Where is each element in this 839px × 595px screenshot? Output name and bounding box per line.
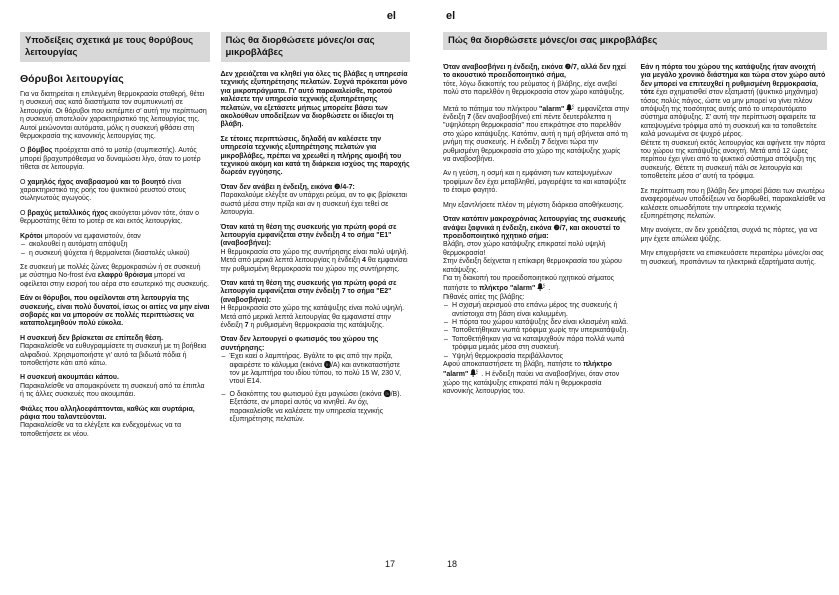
page-18-columns	[443, 58, 827, 397]
paragraph	[20, 374, 210, 382]
page-17	[20, 10, 410, 585]
paragraph	[221, 249, 411, 274]
paragraph	[221, 280, 411, 305]
paragraph	[20, 210, 210, 227]
paragraph	[443, 258, 630, 275]
paragraph	[443, 361, 630, 397]
alarm-icon	[536, 283, 545, 291]
text: Για να διατηρείται η επιλεγμένη θερμοκρασία σταθερή, θέτει η συσκευή σας κατά διαστήματα τον συμπυκνωτή σε λειτουργία. Οι θόρυβοι που εκπέμπει σ' αυτή την περίπτωση η συσκευή αποτελούν χαρακτηριστικό της λειτουργίας της. Αυτοί μειώνονται αυτόματα, μόλις η συσκευή φθάσει στη θερμοκρασία της κανονικής λειτουργίας της.	[20, 91, 207, 141]
text: Μην ανοίγετε, αν δεν χρειάζεται, συχνά τις πόρτες, για να μην έχετε απώλεια ψύξης.	[640, 227, 818, 243]
bold-text: Εάν η πόρτα του χώρου της κατάψυξης ήταν ανοιχτή για μεγάλο χρονικό διάστημα και τώρα στον χώρο αυτό δεν μπορεί να επιτευχθεί η ρυθμισμένη θερμοκρασία, τότε	[640, 64, 826, 97]
paragraph	[221, 336, 411, 353]
text: Υψηλή θερμοκρασία περιβάλλοντος	[452, 352, 563, 360]
text: Η θερμοκρασία στο χώρο της κατάψυξης είναι πολύ υψηλή. Μετά από μερικά λεπτά λειτουργίας θα εμφανιστεί στην ένδειξη	[220, 305, 405, 329]
paragraph	[443, 64, 630, 81]
bold-text: 4	[362, 257, 366, 265]
text: (δεν αναβοσβήνει) επί πέντε δευτερόλεπτα η "υψηλότερη θερμοκρασία" που επικράτησε στο παρελθόν στο χώρο κατάψυξης. Κατόπιν, αυτή η τιμή σβήνεται από τη μνήμη της συσκευής. Η ένδειξη	[443, 114, 628, 147]
paragraph	[443, 241, 630, 258]
list-item	[20, 241, 210, 249]
text: Παρακαλείσθε να τα ελέγξετε και ενδεχομένως να τα τοποθετήσετε εκ νέου.	[20, 422, 182, 438]
paragraph	[641, 188, 828, 222]
text: . Η ένδειξη παύει να αναβοσβήνει, όταν στον χώρο της κατάψυξης επικρατεί πάλι η θερμοκρασία κανονικής λειτουργίας του.	[443, 371, 620, 396]
paragraph	[221, 192, 411, 217]
paragraph	[20, 383, 210, 400]
paragraph	[641, 227, 828, 244]
list-item	[443, 353, 630, 361]
text: Μην εξαντλήσετε πλέον τη μέγιστη διάρκεια αποθήκευσης.	[443, 201, 624, 209]
bold-text: Φιάλες που αλληλοεφάπτονται, καθώς και συρτάρια, ράφια που ταλαντεύονται.	[20, 405, 195, 421]
text: Η θερμοκρασία στο χώρο της συντήρησης είναι πολύ υψηλή. Μετά από μερικά λεπτά λειτουργίας η ένδειξη	[220, 248, 409, 265]
text: η ρυθμισμένη θερμοκρασία της κατάψυξης.	[248, 321, 385, 329]
text: έχει σχηματισθεί στον εξατμιστή (ψυκτικό μηχάνημα) τόσος πολύς πάγος, ώστε να μην μπορεί να γίνει πλέον απόψυξη της ποσότητας αυτής από το υπεραυτόματο σύστημα απόψυξης. Σ' αυτή την περίπτωση αφαιρείτε τα κατεψυγμένα τρόφιμα από τη συσκευή και τα τοποθετείτε καλά μονωμένα σε ψυχρό μέρος.	[640, 89, 818, 139]
text: είναι χαρακτηριστικό της ροής του ψυκτικού ρευστού στους σωληνωτούς αγωγούς.	[20, 178, 186, 203]
column-troubleshooting-alarm	[443, 58, 630, 397]
column-noise-notes	[20, 32, 210, 439]
paragraph	[221, 71, 411, 130]
bold-text: χαμηλός ήχος αναβρασμού και το βουητό	[27, 178, 166, 186]
text: /B). Εξετάστε, αν μπορεί αυτός να κινηθεί. Αν όχι, παρακαλείσθε να καλέσετε την υπηρεσία τεχνικής εξυπηρέτησης πελατών.	[229, 390, 402, 424]
text: Ο	[20, 147, 28, 155]
text: Παρακαλούμε ελέγξτε αν υπάρχει ρεύμα, αν το φις βρίσκεται σωστά μέσα στην πρίζα και αν η συσκευή έχει τεθεί σε λειτουργία.	[220, 192, 407, 217]
paragraph	[20, 406, 210, 423]
paragraph	[20, 343, 210, 368]
paragraph	[20, 91, 210, 141]
bold-text: Όταν κατά τη θέση της συσκευής για πρώτη φορά σε λειτουργία εμφανίζεται στην ένδειξη 7 το σήμα "E2" (αναβοσβήνει):	[220, 279, 397, 304]
bold-text: Όταν δεν ανάβει η ένδειξη, εικόνα ❷/4-7:	[220, 183, 355, 191]
bold-text: Όταν κατά τη θέση της συσκευής για πρώτη φορά σε λειτουργία εμφανίζεται στην ένδειξη 4 το σήμα "E1" (αναβοσβήνει):	[220, 223, 397, 248]
language-code: el	[446, 10, 456, 22]
list-item	[443, 302, 630, 319]
bold-text: Όταν αναβοσβήνει η ένδειξη, εικόνα ❷/7, αλλά δεν ηχεί το ακουστικό προειδοποιητικό σήμα,	[443, 64, 626, 80]
text: μπορούν να εμφανιστούν, όταν	[42, 232, 141, 240]
text: .	[546, 285, 551, 293]
paragraph	[20, 233, 210, 241]
alarm-icon	[469, 369, 478, 377]
bold-text: 7	[541, 139, 546, 147]
text: Παρακαλείσθε να ευθυγραμμίσετε τη συσκευή με τη βοήθεια αλφαδιού. Χρησιμοποιήστε γι' αυτό τα βιδωτά πόδια ή τοποθετήστε κάτι από κάτω.	[20, 343, 207, 367]
text: Η πόρτα του χώρου κατάψυξης δεν είναι κλεισμένη καλά.	[452, 318, 629, 326]
text: Έχει καεί ο λαμπτήρας. Βγάλτε το φις από την πρίζα, αφαιρέστε το κάλυμμα (εικόνα	[229, 353, 393, 369]
paragraph	[20, 422, 210, 439]
page-17-columns	[20, 32, 410, 439]
bold-text: Η συσκευή ακουμπάει κάπου.	[20, 374, 119, 382]
text: ακούγεται μόνον τότε, όταν ο θερμοστάτης θέτει το μοτέρ σε και εκτός λειτουργίας.	[20, 209, 199, 226]
bold-text: βραχύς μεταλλικός ήχος	[27, 209, 109, 217]
paragraph	[641, 250, 828, 267]
text: Τοποθετήθηκαν για να καταψυχθούν πάρα πολλά νωπά τρόφιμα μεμιάς μέσα στη συσκευή.	[452, 335, 625, 352]
text: θα εμφανίσει την ρυθμισμένη θερμοκρασία του χώρου της συντήρησης.	[220, 257, 408, 273]
paragraph	[221, 224, 411, 249]
text: Μην επιχειρήσετε να επισκευάσετε περαιτέρω μόνες/οι σας τη συσκευή, προπάντων τα ηλεκτρικά εξαρτήματα αυτής.	[640, 250, 824, 266]
paragraph	[443, 81, 630, 98]
bold-text: Η συσκευή δεν βρίσκεται σε επίπεδη θέση.	[20, 334, 164, 342]
bold-text: ⓰	[383, 390, 391, 398]
page-number: 17	[384, 559, 395, 569]
bold-text: Κρότοι	[20, 232, 43, 240]
paragraph	[221, 136, 411, 178]
text: προέρχεται από το μοτέρ (συμπιεστής). Αυτός μπορεί βραχυπρόθεσμα να δυναμώσει λίγο, όταν το μοτέρ τίθεται σε λειτουργία.	[20, 147, 201, 172]
text: δείχνει τώρα την ρυθμισμένη θερμοκρασία στο χώρο της κατάψυξης χωρίς να αναβοσβήνει.	[443, 139, 621, 164]
text: η συσκευή ψύχεται ή θερμαίνεται (διαστολές υλικού)	[29, 249, 190, 257]
text: Σε περίπτωση που η βλάβη δεν μπορεί βάσει των ανωτέρω αναφερομένων υποδείξεων να διορθωθεί, παρακαλείσθε να καλέσετε οπωσδήποτε την υπηρεσία τεχνικής εξυπηρέτησης πελατών.	[640, 187, 826, 220]
section-title-band: Υποδείξεις σχετικά με τους θορύβους λειτουργίας	[20, 32, 210, 62]
text: Σε συσκευή με πολλές ζώνες θερμοκρασιών ή σε συσκευή με σύστημα No-frost ένα	[20, 263, 201, 280]
text: Πιθανές αιτίες της βλάβης:	[443, 293, 525, 301]
list-item	[221, 391, 411, 425]
text: Θέτετε τη συσκευή εκτός λειτουργίας και αφήνετε την πόρτα του χώρου της κατάψυξης ανοιχτή. Μετά από 12 ώρες περίπου έχει γίνει από το ψυκτικό σύστημα απόψυξη της συσκευής. Θέτετε τη συσκευή πάλι σε λειτουργία και τοποθετείτε μέσα σ' αυτή τα τρόφιμα.	[640, 139, 826, 181]
text: Ο διακόπτης του φωτισμού έχει μαγκώσει (εικόνα	[229, 390, 384, 398]
paragraph	[443, 216, 630, 241]
paragraph	[20, 335, 210, 343]
list-item	[221, 353, 411, 387]
bold-text: "alarm"	[539, 105, 565, 113]
text: εμφανίζεται στην ένδειξη	[443, 105, 630, 122]
bold-text: ελαφρύ θρόισμα	[97, 272, 153, 280]
text: Για τη διακοπή του προειδοποιητικού ηχητικού σήματος πατήστε το	[443, 274, 615, 293]
text: Τοποθετήθηκαν νωπά τρόφιμα χωρίς την υπερκατάψυξη.	[452, 327, 629, 335]
paragraph	[20, 264, 210, 289]
bold-text: βόμβος	[27, 147, 53, 155]
text: Παρακαλείσθε να απομακρύνετε τη συσκευή από τα έπιπλα ή τις άλλες συσκευές που ακουμπάει.	[20, 382, 205, 399]
text: Βλάβη, στον χώρο κατάψυξης επικρατεί πολύ υψηλή θερμοκρασία!	[443, 241, 606, 257]
section-title-band: Πώς θα διορθώσετε μόνες/οι σας μικροβλάβες	[221, 32, 411, 62]
page-18	[443, 10, 827, 585]
text: /A) και αντικαταστήστε τον με λαμπτήρα του ιδίου τύπου, το πολύ 15 W, 230 V, ντουί E14.	[229, 361, 402, 386]
paragraph	[443, 275, 630, 294]
language-code: el	[386, 10, 396, 22]
text: ακολουθεί η αυτόματη απόψυξη	[29, 241, 128, 249]
paragraph	[641, 140, 828, 182]
text: Στην ένδειξη δείχνεται η επίκαιρη θερμοκρασία του χώρου κατάψυξης.	[443, 258, 622, 274]
paragraph	[443, 202, 630, 210]
text: Ο	[20, 178, 28, 186]
bold-text: 7	[244, 321, 249, 329]
bold-text: ⓰	[323, 361, 331, 369]
text: Αν η γεύση, η οσμή και η εμφάνιση των κατεψυγμένων τροφίμων δεν έχει μεταβληθεί, μαγειρέψτε τα και καταψύξτε το έτοιμο φαγητό.	[443, 170, 627, 195]
paragraph	[443, 104, 630, 165]
bold-text: Σε τέτοιες περιπτώσεις, δηλαδή αν καλέσετε την υπηρεσία τεχνικής εξυπηρέτησης πελατών για μικροβλάβες, πρέπει να χρεωθεί η πλήρης αμοιβή του τεχνικού ακόμη και κατά τη διάρκεια ισχύος της παροχής δωρεάν εγγύησης.	[220, 135, 410, 177]
paragraph	[20, 295, 210, 329]
bold-text: Δεν χρειάζεται να κληθεί για όλες τις βλάβες η υπηρεσία τεχνικής εξυπηρέτησης πελατών. Συχνά πρόκειται μόνο για μικροπράγματα. Γι' αυτό παρακαλείσθε, προτού καλέσετε την υπηρεσία τεχνικής εξυπηρέτησης πελατών, να εξετάσετε μήπως μπορείτε βάσει των ακολούθων υποδείξεων να διορθώσετε οι ίδιες/οι τη βλάβη.	[220, 71, 408, 129]
section-title-band: Πώς θα διορθώσετε μόνες/οι σας μικροβλάβες	[443, 32, 827, 50]
paragraph	[20, 179, 210, 204]
list-item	[20, 250, 210, 258]
paragraph	[221, 305, 411, 330]
text: τότε, λόγω διακοπής του ρεύματος ή βλάβης, είχε ανεβεί πολύ στο παρελθόν η θερμοκρασία στον χώρο κατάψυξης.	[443, 80, 625, 97]
page-number: 18	[447, 559, 458, 569]
paragraph	[641, 64, 828, 140]
bold-text: Εάν οι θόρυβοι, που οφείλονται στη λειτουργία της συσκευής, είναι πολύ δυνατοί, ίσως οι αιτίες να μην είναι σοβαρές και να μπορούν σε πολλές περιπτώσεις να καταπολεμηθούν πολύ εύκολα.	[20, 295, 210, 328]
bold-text: 7	[467, 114, 472, 122]
list-item	[443, 336, 630, 353]
paragraph	[20, 147, 210, 172]
alarm-icon	[565, 104, 574, 112]
bold-text: πλήκτρο "alarm"	[479, 285, 536, 293]
text: Ο	[20, 209, 28, 217]
paragraph	[443, 294, 630, 302]
text: Αφού αποκαταστήσετε τη βλάβη, πατήστε το	[443, 361, 583, 368]
list-item	[443, 327, 630, 335]
text: Μετά το πάτημα του πλήκτρου	[443, 105, 540, 113]
text: Η σχισμή αερισμού στο επάνω μέρος της συσκευής ή αντίστοιχα στη βάση είναι καλυμμένη.	[452, 302, 618, 318]
bold-text: Όταν δεν λειτουργεί ο φωτισμός του χώρου της συντήρησης:	[220, 336, 379, 352]
bold-text: Όταν κατόπιν μακροχρόνιας λειτουργίας της συσκευής ανάψει ξαφνικά η ένδειξη, εικόνα ❷/7, και ακουστεί το προειδοποιητικό ηχητικό σήμα:	[443, 216, 626, 240]
column-troubleshooting-door	[641, 58, 828, 397]
paragraph	[443, 170, 630, 195]
text: μπορεί να οφείλεται στην εισροή του αέρα στο εσωτερικό της συσκευής.	[20, 272, 209, 288]
column-troubleshooting-intro	[221, 32, 411, 439]
bold-text: πλήκτρο "alarm"	[443, 361, 612, 379]
section-heading: Θόρυβοι λειτουργίας	[20, 73, 124, 85]
